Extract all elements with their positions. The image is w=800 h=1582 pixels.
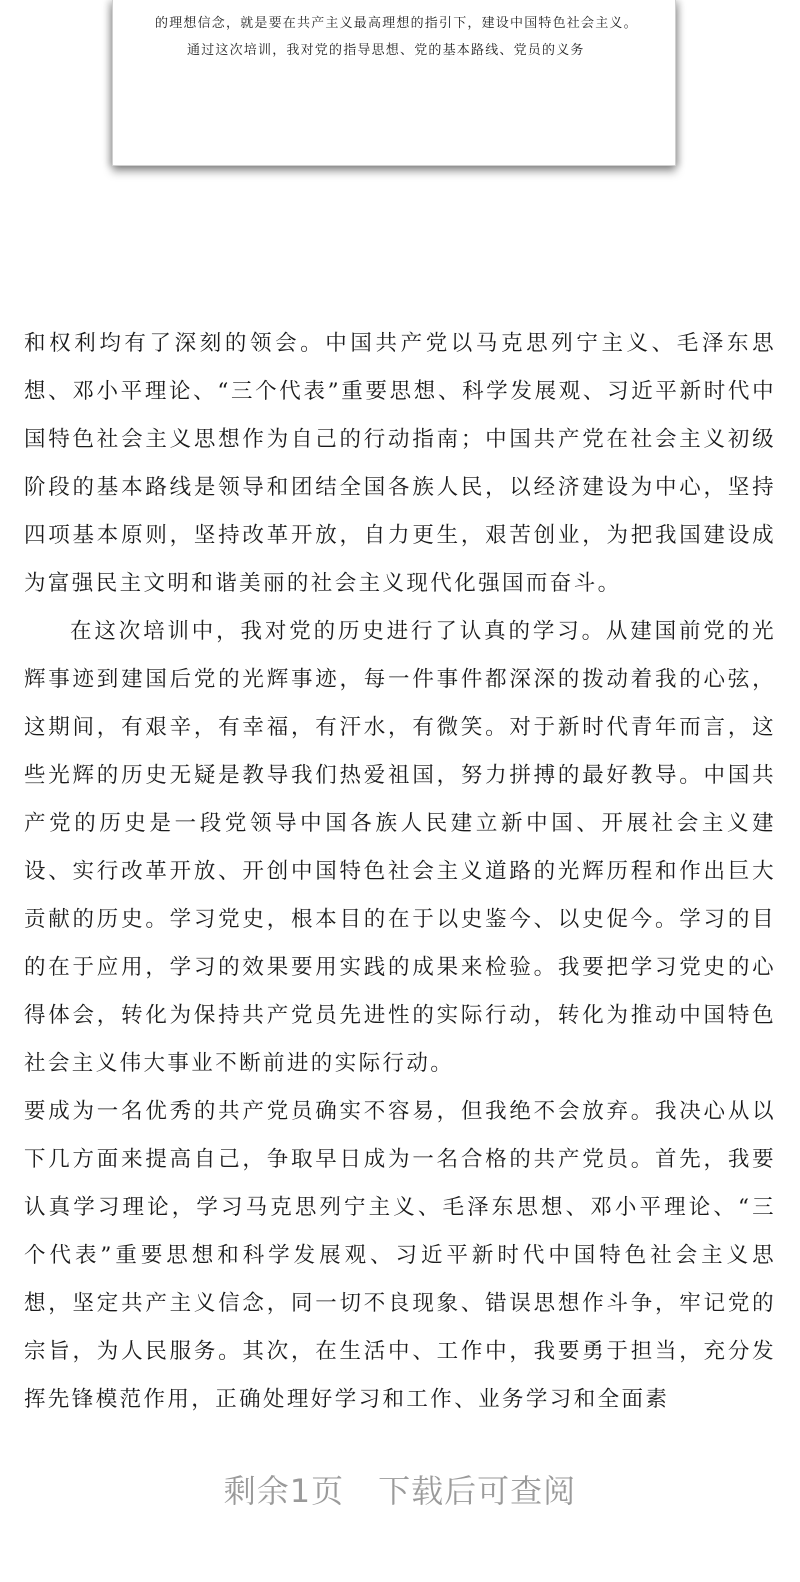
paragraph-3: 要成为一名优秀的共产党员确实不容易，但我绝不会放弃。我决心从以下几方面来提高自己，争取早日成为一名合格的共产党员。首先，我要认真学习理论，学习马克思列宁主义、毛泽东思想、邓小平理论、“三个代表”重要思想和科学发展观、习近平新时代中国特色社会主义思想，坚定共产主义信念，同一切不良现象、错误思想作斗争，牢记党的宗旨，为人民服务。其次，在生活中、工作中，我要勇于担当，充分发挥先锋模范作用，正确处理好学习和工作、业务学习和全面素 [24,1099,776,1412]
remaining-pages-label[interactable]: 剩余1页 [223,1472,345,1510]
download-to-view-label[interactable]: 下载后可查阅 [378,1472,577,1510]
paragraph-2: 在这次培训中，我对党的历史进行了认真的学习。从建国前党的光辉事迹到建国后党的光辉事迹，每一件事件都深深的拨动着我的心弦，这期间，有艰辛，有幸福，有汗水，有微笑。对于新时代青年而言，这些光辉的历史无疑是教导我们热爱祖国，努力拼搏的最好教导。中国共产党的历史是一段党领导中国各族人民建立新中国、开展社会主义建设、实行改革开放、开创中国特色社会主义道路的光辉历程和作出巨大贡献的历史。学习党史，根本目的在于以史鉴今、以史促今。学习的目的在于应用，学习的效果要用实践的成果来检验。我要把学习党史的心得体会，转化为保持共产党员先进性的实际行动，转化为推动中国特色社会主义伟大事业不断前进的实际行动。 [24,619,776,1076]
preview-line-1: 的理想信念，就是要在共产主义最高理想的指引下，建设中国特色社会主义。 [155,16,638,31]
download-prompt[interactable] [0,1466,800,1516]
preview-text [155,10,645,64]
paragraph-1: 和权利均有了深刻的领会。中国共产党以马克思列宁主义、毛泽东思想、邓小平理论、“三个代表”重要思想、科学发展观、习近平新时代中国特色社会主义思想作为自己的行动指南；中国共产党在社会主义初级阶段的基本路线是领导和团结全国各族人民，以经济建设为中心，坚持四项基本原则，坚持改革开放，自力更生，艰苦创业，为把我国建设成为富强民主文明和谐美丽的社会主义现代化强国而奋斗。 [24,331,776,596]
document-body [24,320,776,1424]
preview-line-2: 通过这次培训，我对党的指导思想、党的基本路线、党员的义务 [187,43,585,58]
document-preview-card [112,0,676,166]
